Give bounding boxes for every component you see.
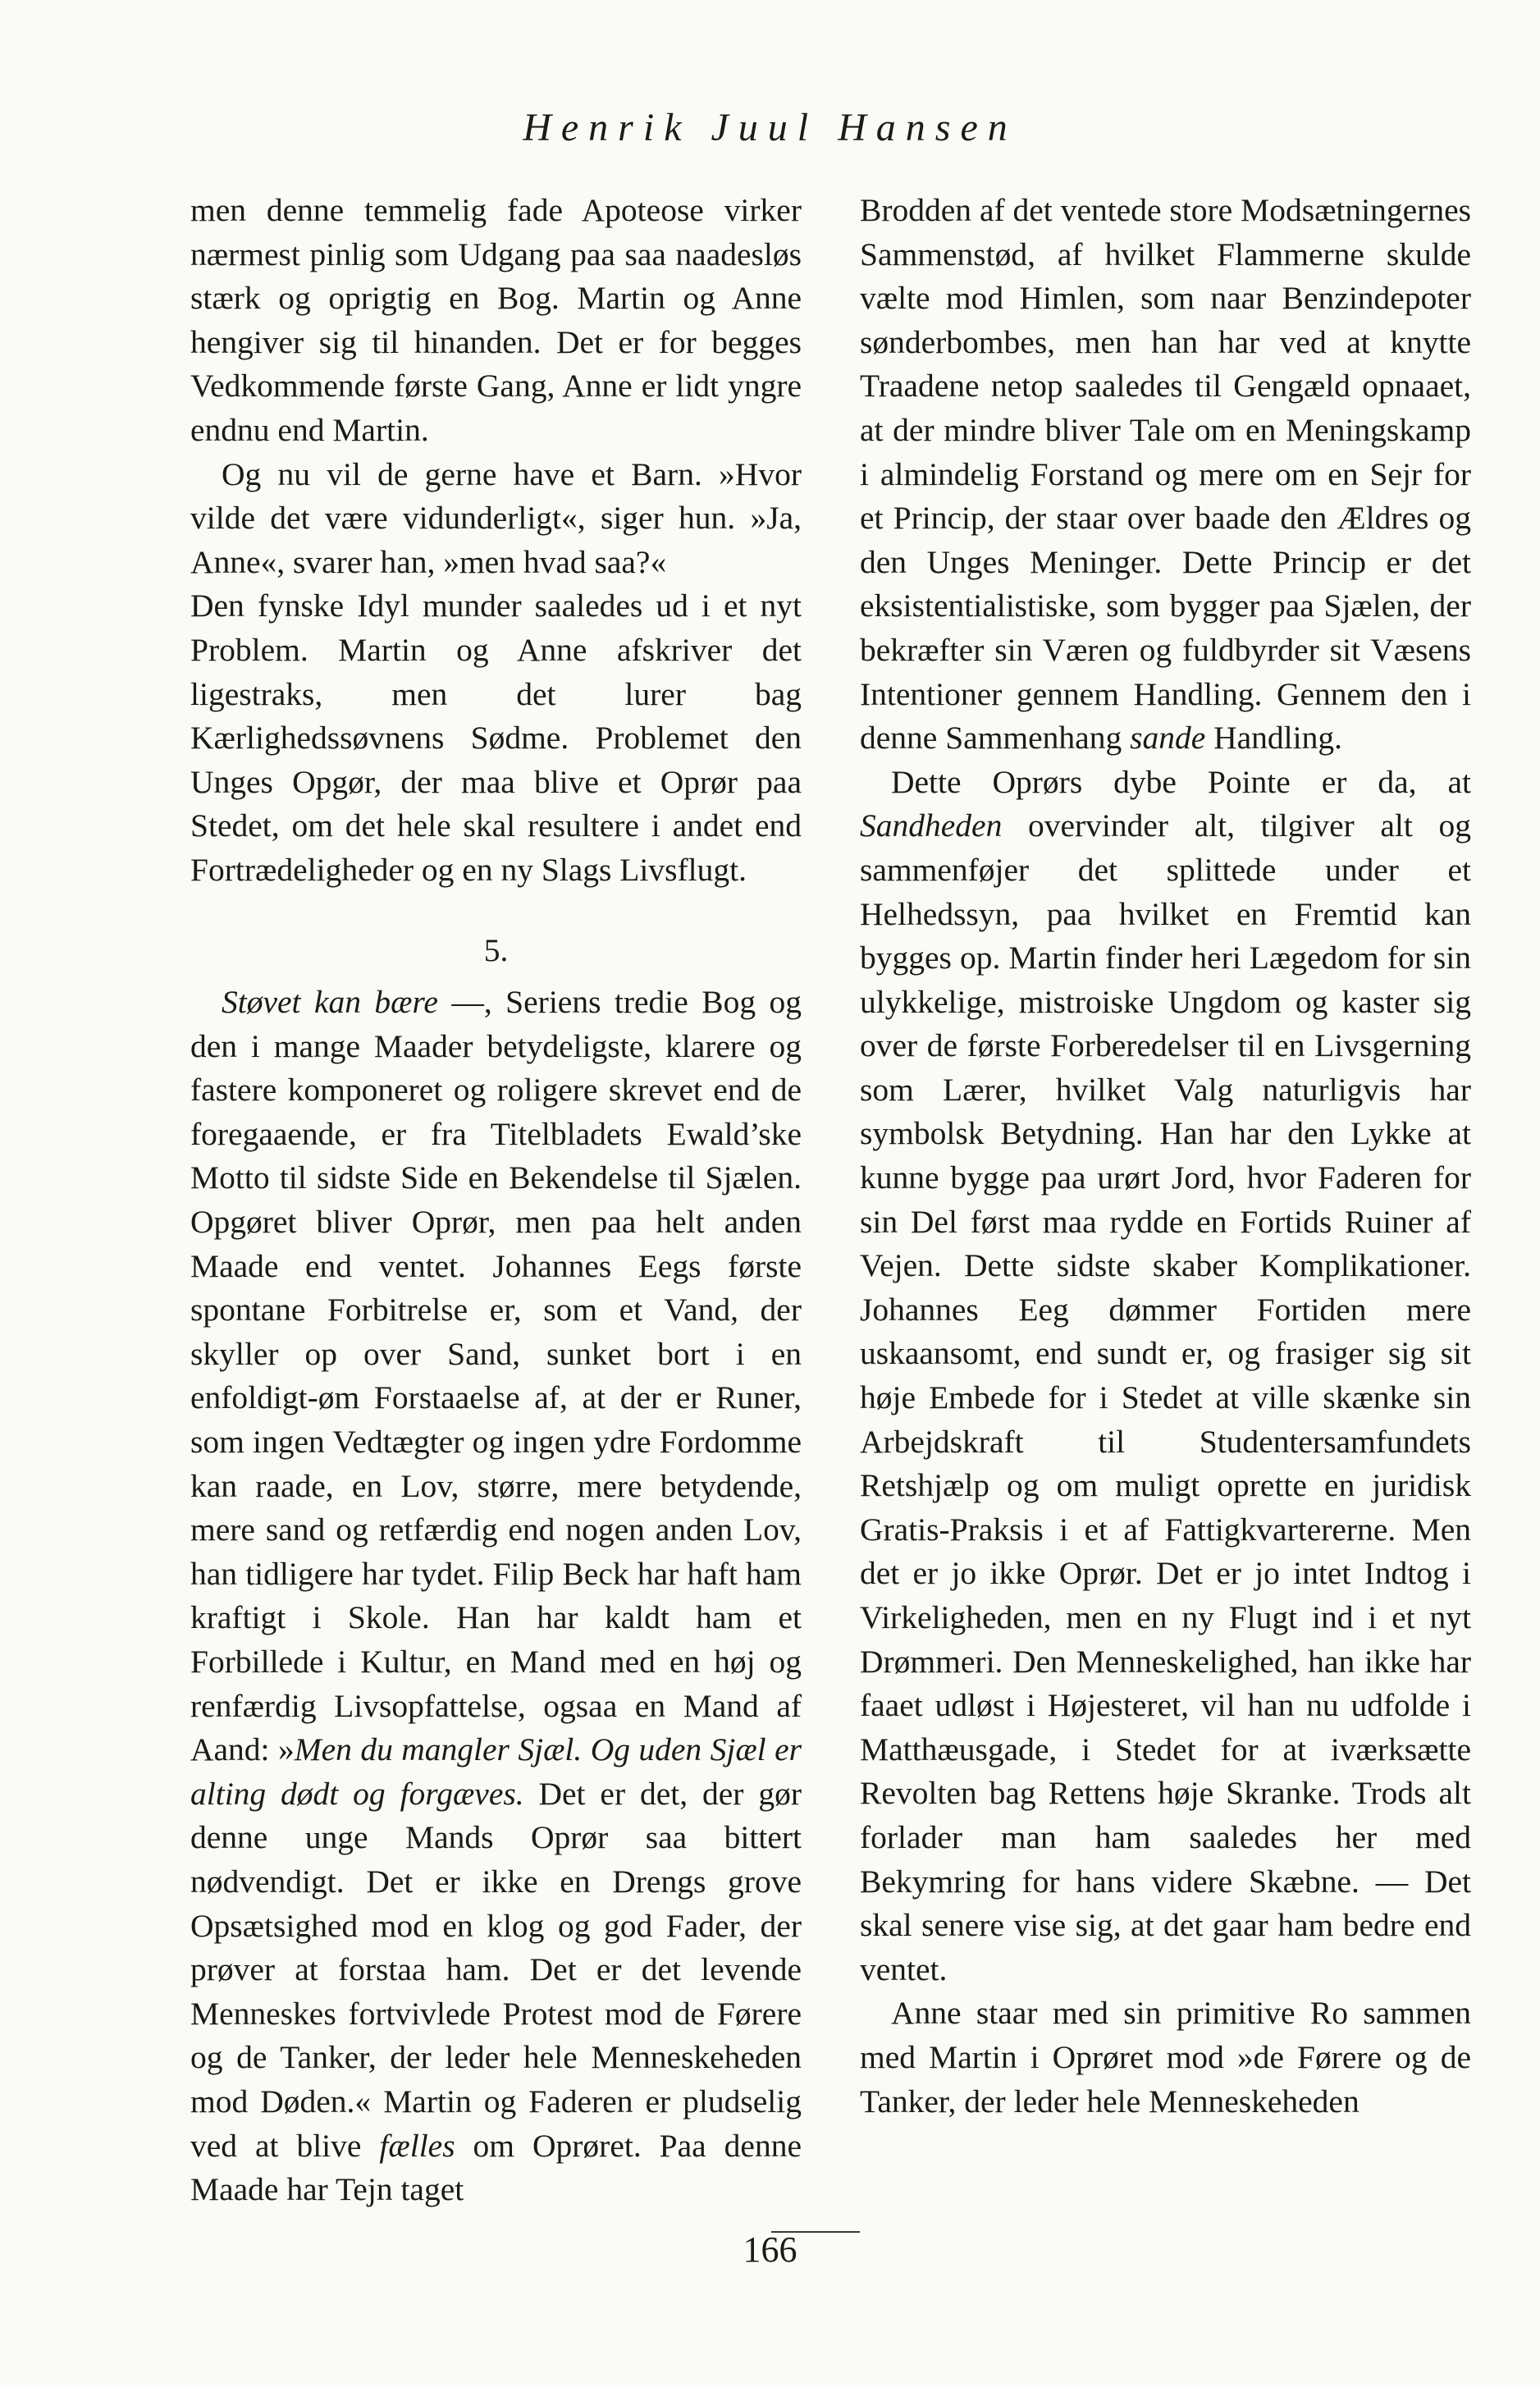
emphasis: sande [1130,720,1206,757]
paragraph [860,761,1471,1992]
paragraph: Anne staar med sin primitive Ro sammen med Martin i Oprøret mod »de Førere og de Tanker, der leder hele Menneskeheden [860,1995,1471,2119]
left-column [190,189,802,2212]
emphasis: Sandheden [860,807,1003,844]
paragraph-text: —, Seriens tredie Bog og den i mange Maader betydeligste, klarere og fastere komponeret og roligere skrevet end de foregaaende, er fra Titelbladets Ewald’ske Motto til sidste Side en Bekendelse til Sjælen. Opgøret bliver Oprør, men paa helt anden Maade end ventet. Johannes Eegs første spontane Forbitrelse er, som et Vand, der skyller op over Sand, sunket bort i en enfoldigt-øm Forstaaelse af, at der er Runer, som ingen Vedtægter og ingen ydre Fordomme kan raade, en Lov, større, mere betydende, mere sand og retfærdig end nogen anden Lov, han tidligere har tydet. Filip Beck har haft ham kraftigt i Skole. Han har kaldt ham et Forbillede i Kultur, en Mand med en høj og renfærdig Livsopfattelse, ogsaa en Mand af Aand: » [190,984,802,1768]
paragraph-text: Det er det, der gør denne unge Mands Oprør saa bittert nødvendigt. Det er ikke en Drengs grove Opsætsighed mod en klog og god Fader, der prøver at forstaa ham. Det er det levende Menneskes fortvivlede Protest mod de Førere og de Tanker, der leder hele Menneskeheden mod Døden.« Martin og Faderen er pludselig ved at blive [190,1775,802,2164]
book-title: Støvet kan bære [222,984,438,1021]
right-column [860,189,1471,2124]
paragraph-text: om Oprøret. Paa denne Maade har Tejn taget [190,2127,802,2208]
quotation: Men du mangler Sjæl. Og uden Sjæl er alting dødt og forgæves. [190,1731,802,1812]
paragraph-text: Dette Oprørs dybe Pointe er da, at [891,763,1471,800]
paragraph: Den fynske Idyl munder saaledes ud i et nyt Problem. Martin og Anne afskriver det ligestraks, men det lurer bag Kærlighedssøvnens Sødme. Problemet den Unges Opgør, der maa blive et Oprør paa Stedet, om det hele skal resultere i andet end Fortrædeligheder og en ny Slags Livsflugt. [190,588,802,888]
paragraph: men denne temmelig fade Apoteose virker nærmest pinlig som Udgang paa saa naadesløs stærk og oprigtig en Bog. Martin og Anne hengiver sig til hinanden. Det er for begges Vedkommende første Gang, Anne er lidt yngre endnu end Martin. [190,192,802,448]
page-number: 166 [743,2229,797,2270]
paragraph [860,189,1471,761]
paragraph: Og nu vil de gerne have et Barn. »Hvor vilde det være vidunderligt«, siger hun. »Ja, Anne«, svarer han, »men hvad saa?« [190,455,802,580]
paragraph-text: overvinder alt, tilgiver alt og sammenføjer det splittede under et Helhedssyn, paa hvilket en Fremtid kan bygges op. Martin finder heri Lægedom for sin ulykkelige, mistroiske Ungdom og kaster sig over de første Forberedelser til en Livsgerning som Lærer, hvilket Valg naturligvis har symbolsk Betydning. Han har den Lykke at kunne bygge paa urørt Jord, hvor Faderen for sin Del først maa rydde en Fortids Ruiner af Vejen. Dette sidste skaber Komplikationer. Johannes Eeg dømmer Fortiden mere uskaansomt, end sundt er, og frasiger sig sit høje Embede for i Stedet at ville skænke sin Arbejdskraft til Studentersamfundets Retshjælp og om muligt oprette en juridisk Gratis-Praksis i et af Fattigkvartererne. Men det er jo ikke Oprør. Det er jo intet Indtog i Virkeligheden, men en ny Flugt ind i et nyt Drømmeri. Den Menneskelighed, han ikke har faaet udløst i Højesteret, vil han nu udfolde i Matthæusgade, i Stedet for at iværksætte Revolten bag Rettens høje Skranke. Trods alt forlader man ham saaledes her med Bekymring for hans videre Skæbne. — Det skal senere vise sig, at det gaar ham bedre end ventet. [860,807,1471,1987]
emphasis: fælles [379,2127,455,2164]
paragraph-text: Handling. [1205,720,1342,757]
paragraph-text: Brodden af det ventede store Modsætningernes Sammenstød, af hvilket Flammerne skulde vælte mod Himlen, som naar Benzindepoter sønderbombes, men han har ved at knytte Traadene netop saaledes til Gengæld opnaaet, at der mindre bliver Tale om en Meningskamp i almindelig Forstand og mere om en Sejr for et Princip, der staar over baade den Ældres og den Unges Meninger. Dette Princip er det eksistentialistiske, som bygger paa Sjælen, der bekræfter sin Væren og fuldbyrder sit Væsens Intentioner gennem Handling. Gennem den i denne Sammenhang [860,192,1471,757]
paragraph [190,981,802,2212]
section-number: 5. [483,931,509,968]
running-head: Henrik Juul Hansen [523,106,1017,149]
